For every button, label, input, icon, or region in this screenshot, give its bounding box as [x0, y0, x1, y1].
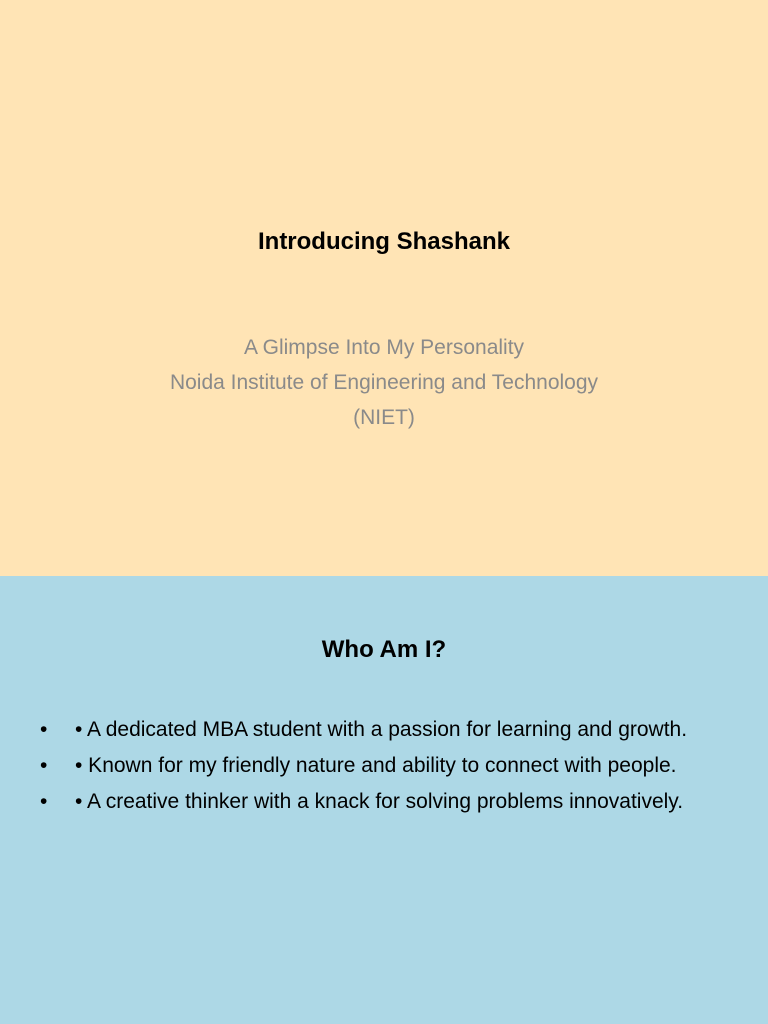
bullet-text: • A creative thinker with a knack for solving problems innovatively.: [75, 790, 684, 813]
list-item: [40, 750, 690, 781]
bullet-marker: •: [40, 718, 48, 741]
subtitle-line-institute: Noida Institute of Engineering and Technology: [169, 371, 599, 394]
bullet-marker: •: [40, 754, 48, 777]
list-item: [40, 714, 690, 745]
bullet-marker: •: [40, 790, 48, 813]
slide-subtitle: [0, 330, 768, 435]
list-item: [40, 786, 690, 817]
slide-who-am-i: [0, 576, 768, 1024]
bullet-list: [40, 714, 690, 822]
slide-title: Who Am I?: [321, 636, 447, 663]
subtitle-line-personality: A Glimpse Into My Personality: [243, 336, 525, 359]
slide-title: Introducing Shashank: [257, 228, 511, 255]
subtitle-line-abbreviation: (NIET): [353, 406, 415, 429]
bullet-text: • Known for my friendly nature and ability to connect with people.: [75, 754, 677, 777]
bullet-text: • A dedicated MBA student with a passion for learning and growth.: [75, 718, 688, 741]
